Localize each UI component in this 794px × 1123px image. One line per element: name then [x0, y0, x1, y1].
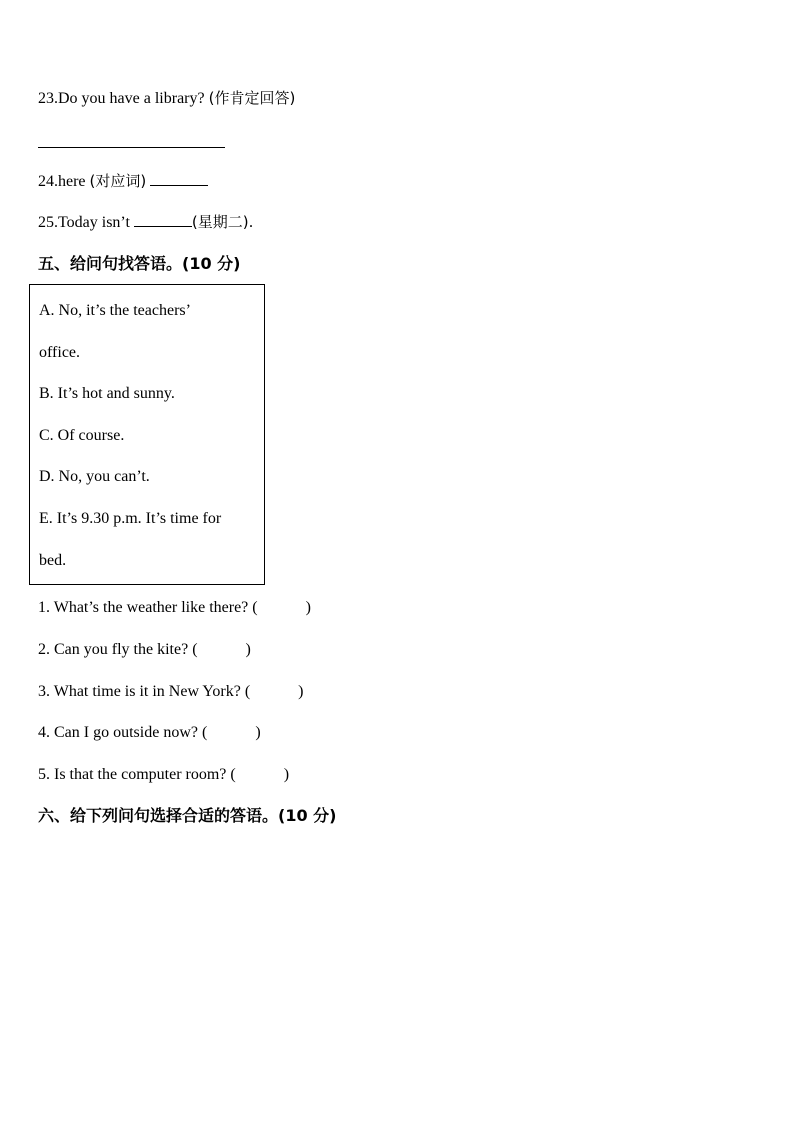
match-question-1	[38, 598, 311, 618]
question-text: 1. What’s the weather like there?	[38, 599, 249, 616]
answer-parentheses[interactable]: ( )	[244, 683, 304, 700]
question-text: 3. What time is it in New York?	[38, 683, 241, 700]
question-number: 24.	[38, 173, 58, 190]
option-d: D. No, you can’t.	[39, 468, 150, 485]
question-number: 25.	[38, 214, 58, 231]
question-note: (对应词)	[89, 172, 147, 190]
answer-blank[interactable]	[134, 212, 192, 227]
question-note: (星期二).	[191, 213, 254, 231]
answer-parentheses[interactable]: ( )	[230, 766, 290, 783]
question-25	[38, 212, 253, 233]
option-b: B. It’s hot and sunny.	[39, 385, 175, 402]
section-6-heading: 六、给下列问句选择合适的答语。(10 分)	[38, 806, 337, 825]
section-5-heading: 五、给问句找答语。(10 分)	[38, 254, 241, 273]
match-question-4	[38, 723, 261, 743]
match-question-5	[38, 765, 289, 785]
answer-parentheses[interactable]: ( )	[192, 641, 251, 658]
match-question-2	[38, 640, 251, 660]
question-text: Do you have a library?	[58, 90, 205, 107]
option-c: C. Of course.	[39, 427, 125, 444]
answer-options-box	[29, 284, 265, 585]
question-text: here	[58, 173, 86, 190]
question-text: Today isn’t	[58, 214, 130, 231]
question-note: (作肯定回答)	[208, 89, 296, 107]
option-a-line-1: A. No, it’s the teachers’	[39, 302, 191, 319]
question-text: 2. Can you fly the kite?	[38, 641, 189, 658]
question-24	[38, 171, 208, 192]
question-text: 5. Is that the computer room?	[38, 766, 227, 783]
option-e-line-1: E. It’s 9.30 p.m. It’s time for	[39, 510, 222, 527]
answer-blank[interactable]	[150, 171, 208, 186]
match-question-3	[38, 682, 303, 702]
answer-parentheses[interactable]: ( )	[201, 724, 261, 741]
question-text: 4. Can I go outside now?	[38, 724, 198, 741]
answer-parentheses[interactable]: ( )	[252, 599, 311, 616]
answer-line[interactable]	[38, 147, 225, 148]
option-a-line-2: office.	[39, 344, 81, 361]
option-e-line-2: bed.	[39, 552, 67, 569]
question-23	[38, 88, 295, 109]
question-number: 23.	[38, 90, 58, 107]
